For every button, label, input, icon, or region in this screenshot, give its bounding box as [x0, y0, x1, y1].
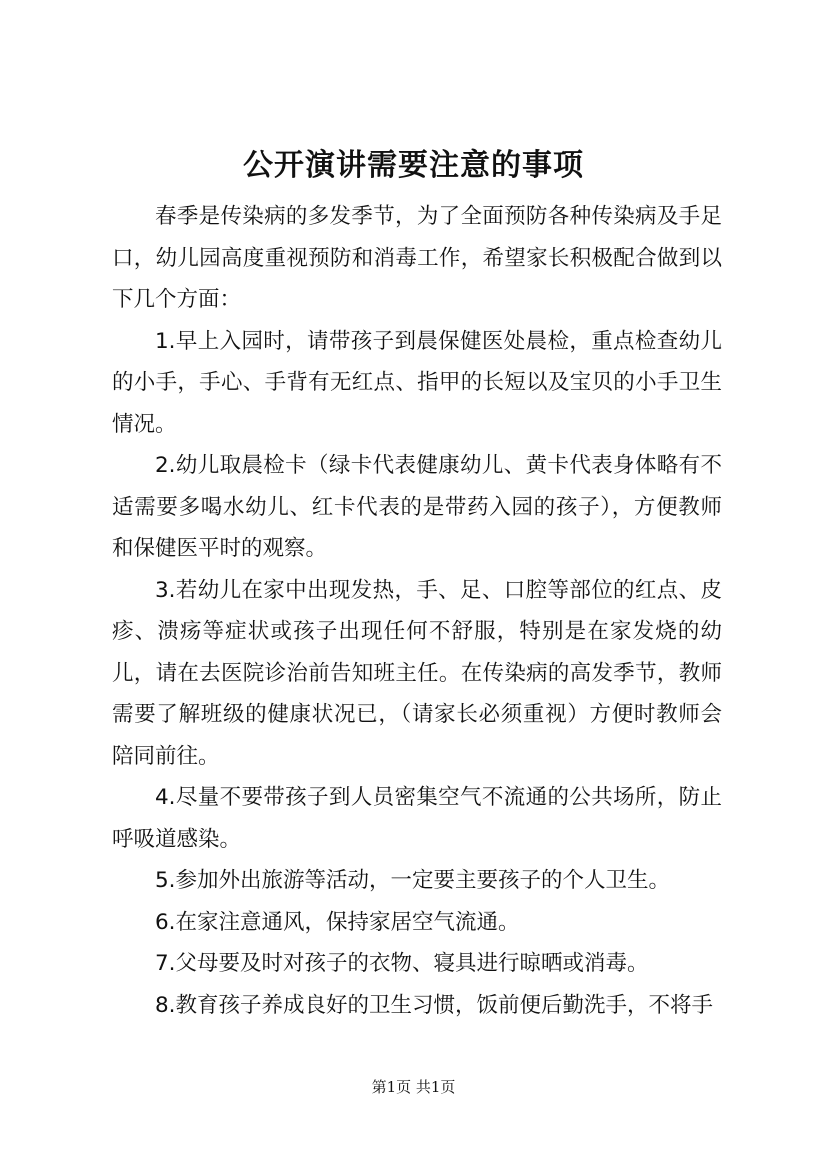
paragraph-item-2: 2.幼儿取晨检卡（绿卡代表健康幼儿、黄卡代表身体略有不适需要多喝水幼儿、红卡代表的是带药入园的孩子），方便教师和保健医平时的观察。 — [112, 453, 722, 561]
document-title: 公开演讲需要注意的事项 — [243, 148, 584, 183]
document-body — [112, 196, 722, 1026]
paragraph-item-5: 5.参加外出旅游等活动，一定要主要孩子的个人卫生。 — [155, 868, 671, 893]
paragraph-item-3: 3.若幼儿在家中出现发热，手、足、口腔等部位的红点、皮疹、溃疡等症状或孩子出现任何不舒服，特别是在家发烧的幼儿，请在去医院诊治前告知班主任。在传染病的高发季节，教师需要了解班级的健康状况已，（请家长必须重视）方便时教师会陪同前往。 — [112, 577, 722, 769]
paragraph-item-1: 1.早上入园时，请带孩子到晨保健医处晨检，重点检查幼儿的小手，手心、手背有无红点、指甲的长短以及宝贝的小手卫生情况。 — [112, 328, 722, 437]
page-number-footer: 第1页 共1页 — [371, 1078, 456, 1096]
paragraph-item-6: 6.在家注意通风，保持家居空气流通。 — [155, 909, 520, 935]
paragraph-intro: 春季是传染病的多发季节，为了全面预防各种传染病及手足口，幼儿园高度重视预防和消毒工作，希望家长积极配合做到以下几个方面： — [112, 204, 722, 312]
paragraph-item-7: 7.父母要及时对孩子的衣物、寝具进行晾晒或消毒。 — [155, 951, 649, 976]
paragraph-item-8: 8.教育孩子养成良好的卫生习惯，饭前便后勤洗手，不将手 — [155, 992, 714, 1018]
paragraph-item-4: 4.尽量不要带孩子到人员密集空气不流通的公共场所，防止呼吸道感染。 — [112, 785, 722, 852]
